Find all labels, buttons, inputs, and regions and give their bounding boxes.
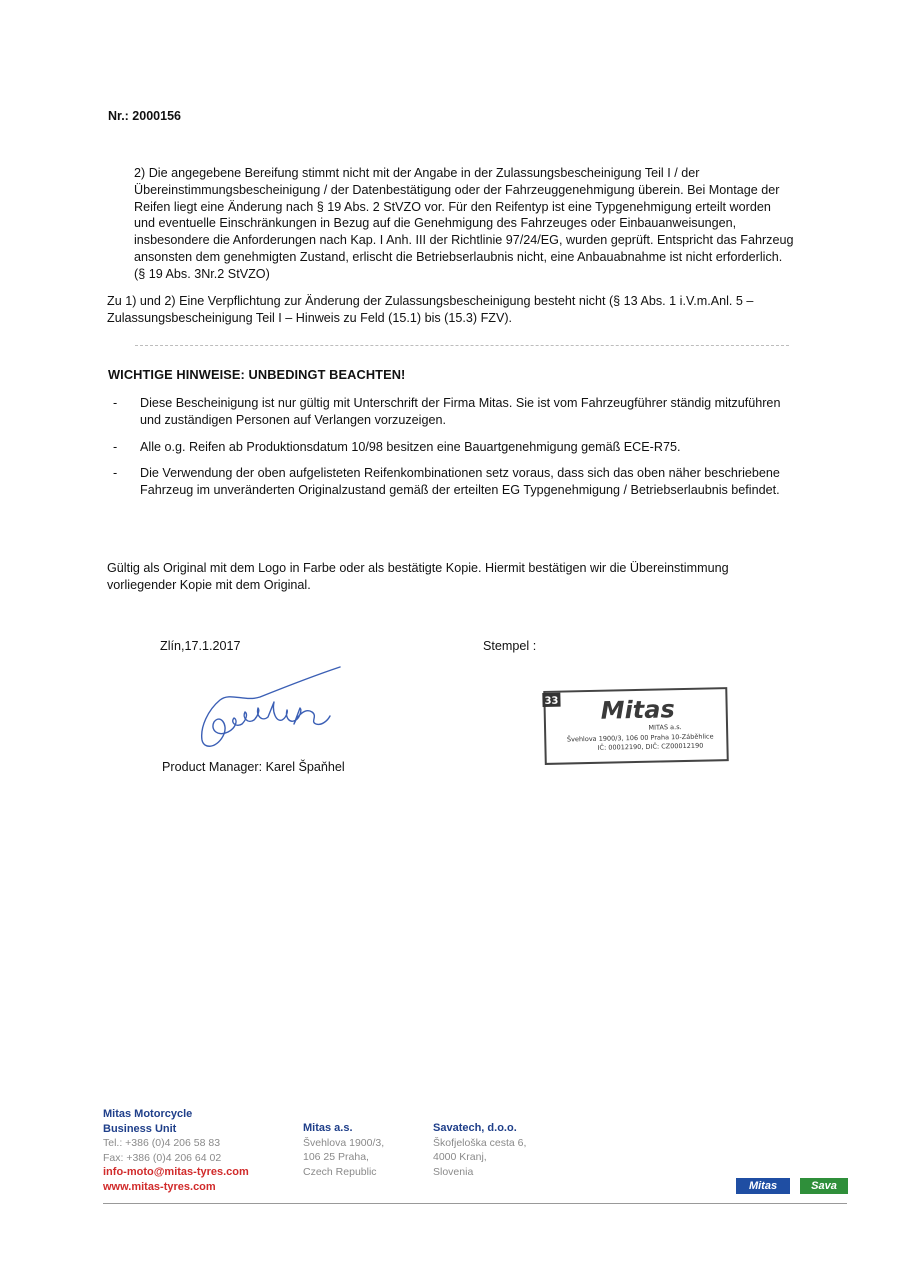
footer-sava-addr2: 4000 Kranj, bbox=[433, 1151, 487, 1164]
stamp-address: Švehlova 1900/3, 106 00 Praha 10-Záběhlice bbox=[566, 732, 714, 744]
list-item-text: Die Verwendung der oben aufgelisteten Reifenkombinationen setz voraus, dass sich das oben näher beschriebene Fahrzeug im unveränderten Originalzustand gemäß der erteilten EG Typgenehmigung / Betriebserlaubnis befindet. bbox=[140, 466, 780, 498]
validity-paragraph: Gültig als Original mit dem Logo in Farbe oder als bestätigte Kopie. Hiermit bestätigen wir die Übereinstimmung vorliegender Kopie mit dem Original. bbox=[107, 561, 729, 592]
notes-heading: WICHTIGE HINWEISE: UNBEDINGT BEACHTEN! bbox=[108, 367, 406, 382]
footer-unit-line1: Mitas Motorcycle bbox=[103, 1108, 193, 1120]
footer-rule bbox=[103, 1203, 847, 1204]
footer-sava-addr3: Slovenia bbox=[433, 1165, 474, 1178]
footer-sava-name: Savatech, d.o.o. bbox=[433, 1122, 517, 1134]
list-item-text: Alle o.g. Reifen ab Produktionsdatum 10/98 besitzen eine Bauartgenehmigung gemäß ECE-R75. bbox=[140, 439, 681, 454]
sava-logo: Sava bbox=[800, 1178, 848, 1194]
dashed-separator bbox=[135, 345, 789, 346]
paragraph-obligation: Zu 1) und 2) Eine Verpflichtung zur Änderung der Zulassungsbescheinigung besteht nicht (§ 13 Abs. 1 i.V.m.Anl. 5 – Zulassungsbescheinigung Teil I – Hinweis zu Feld (15.1) bis (15.3) FZV). bbox=[107, 294, 754, 325]
handwritten-signature bbox=[190, 662, 360, 757]
stamp-company: MITAS a.s. bbox=[648, 723, 682, 732]
stamp-brand: Mitas bbox=[600, 695, 676, 725]
place-date: Zlín,17.1.2017 bbox=[160, 639, 241, 653]
notes-list bbox=[108, 395, 788, 509]
list-item bbox=[108, 439, 788, 456]
company-stamp bbox=[530, 680, 745, 770]
paragraph-point-2: 2) Die angegebene Bereifung stimmt nicht mit der Angabe in der Zulassungsbescheinigung Teil I / der Übereinstimmungsbescheinigung / der Datenbestätigung oder der Fahrzeuggenehmigung überein. Bei Montage der Reifen liegt eine Änderung nach § 19 Abs. 2 StVZO vor. Für den Reifentyp ist eine Typgenehmigung erteilt worden und eventuelle Einschränkungen in Bezug auf die Genehmigung des Fahrzeuges oder Einbauanweisungen, insbesondere die Anforderungen nach Kap. I Anh. III der Richtlinie 97/24/EG, wurden geprüft. Entspricht das Fahrzeug ansonsten dem genehmigten Zustand, erlischt die Betriebserlaubnis nicht, eine Anbauabnahme ist nicht erforderlich. (§ 19 Abs. 3Nr.2 StVZO) bbox=[134, 166, 794, 281]
stamp-ids: IČ: 00012190, DIČ: CZ00012190 bbox=[597, 741, 704, 752]
footer-email-link[interactable]: info-moto@mitas-tyres.com bbox=[103, 1166, 249, 1179]
footer-sava-addr1: Škofjeloška cesta 6, bbox=[433, 1136, 527, 1149]
stamp-label: Stempel : bbox=[483, 639, 537, 653]
footer-business-unit bbox=[103, 1107, 249, 1195]
document-number: Nr.: 2000156 bbox=[108, 109, 181, 123]
stamp-number: 33 bbox=[544, 695, 559, 707]
list-item-text: Diese Bescheinigung ist nur gültig mit Unterschrift der Firma Mitas. Sie ist vom Fahrzeugführer ständig mitzuführen und zuständigen Personen auf Verlangen vorzuzeigen. bbox=[140, 396, 781, 427]
manager-name: Product Manager: Karel Špaňhel bbox=[162, 760, 345, 774]
list-item bbox=[108, 465, 788, 499]
footer-tel: Tel.: +386 (0)4 206 58 83 bbox=[103, 1137, 221, 1150]
list-dash: - bbox=[113, 466, 118, 481]
footer-mitas-name: Mitas a.s. bbox=[303, 1122, 353, 1134]
list-dash: - bbox=[113, 439, 118, 454]
footer-mitas-address bbox=[303, 1121, 384, 1179]
mitas-logo: Mitas bbox=[736, 1178, 790, 1194]
list-dash: - bbox=[113, 396, 118, 410]
footer-mitas-addr2: 106 25 Praha, bbox=[303, 1151, 369, 1164]
footer-mitas-addr3: Czech Republic bbox=[303, 1165, 377, 1178]
footer-unit-line2: Business Unit bbox=[103, 1122, 177, 1135]
footer-web-link[interactable]: www.mitas-tyres.com bbox=[103, 1180, 216, 1193]
footer-fax: Fax: +386 (0)4 206 64 02 bbox=[103, 1151, 222, 1164]
footer-mitas-addr1: Švehlova 1900/3, bbox=[303, 1136, 385, 1149]
footer-sava-address bbox=[433, 1121, 526, 1179]
list-item bbox=[108, 395, 788, 429]
